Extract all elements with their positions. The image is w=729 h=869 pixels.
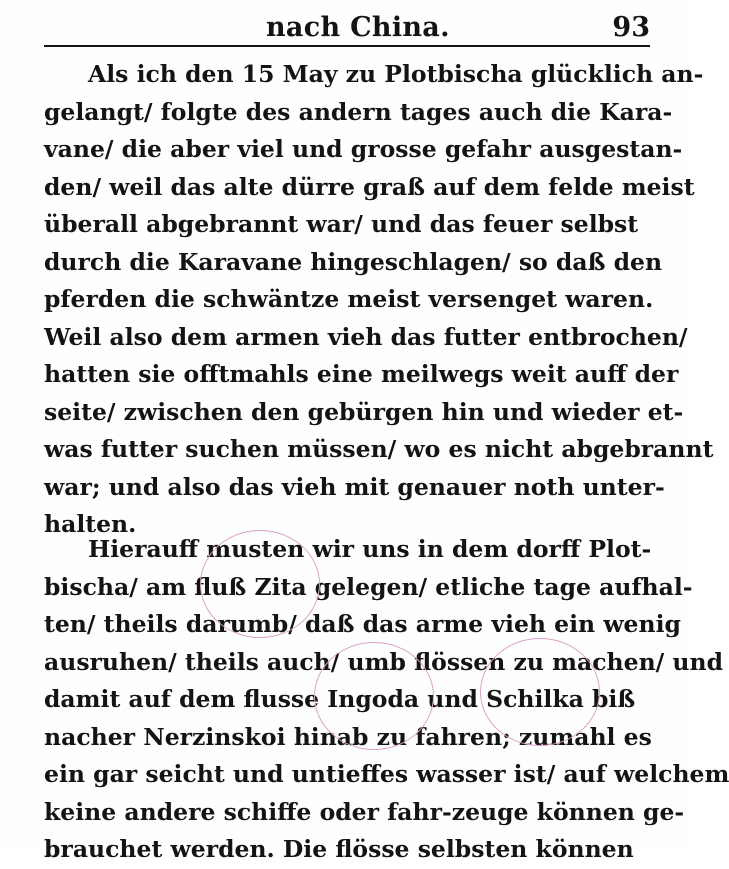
text-line: den/ weil das alte dürre graß auf dem felde meist	[44, 172, 695, 201]
text-line: war; und also das vieh mit genauer noth unter-	[44, 472, 665, 501]
text-line: ein gar seicht und untieffes wasser ist/ auf welchem	[44, 760, 729, 788]
text-line: was futter suchen müssen/ wo es nicht abgebrannt	[44, 435, 714, 463]
text-line: brauchet werden. Die flösse selbsten können	[44, 835, 634, 863]
text-line: damit auf dem flusse Ingoda und Schilka biß	[44, 685, 636, 713]
text-line: Als ich den 15 May zu Plotbischa glücklich an-	[88, 60, 704, 88]
paragraph-1	[44, 56, 714, 544]
text-line: hatten sie offtmahls eine meilwegs weit auff der	[44, 360, 679, 388]
header-rule	[44, 45, 650, 47]
text-line: vane/ die aber viel und grosse gefahr ausgestan-	[44, 135, 683, 163]
text-line: seite/ zwischen den gebürgen hin und wieder et-	[44, 397, 684, 426]
paragraph-2	[44, 531, 729, 869]
text-line: durch die Karavane hingeschlagen/ so daß den	[44, 247, 663, 276]
running-header	[44, 8, 650, 42]
running-title: nach China.	[266, 12, 450, 43]
text-line: halten.	[44, 510, 137, 538]
text-line: ten/ theils darumb/ daß das arme vieh ein wenig	[44, 610, 681, 638]
text-line: Weil also dem armen vieh das futter entbrochen/	[44, 322, 688, 351]
text-line: ausruhen/ theils auch/ umb flössen zu machen/ und	[44, 647, 724, 676]
text-line: pferden die schwäntze meist versenget waren.	[44, 285, 654, 313]
text-line: überall abgebrannt war/ und das feuer selbst	[44, 210, 639, 238]
text-line: bischa/ am fluß Zita gelegen/ etliche tage aufhal-	[44, 572, 693, 601]
text-line: Hierauff musten wir uns in dem dorff Plot-	[88, 535, 652, 563]
text-line: gelangt/ folgte des andern tages auch die Kara-	[44, 97, 673, 126]
text-line: keine andere schiffe oder fahr-zeuge können ge-	[44, 797, 685, 826]
text-line: nacher Nerzinskoi hinab zu fahren; zumahl es	[44, 722, 652, 751]
page-number: 93	[612, 12, 650, 43]
